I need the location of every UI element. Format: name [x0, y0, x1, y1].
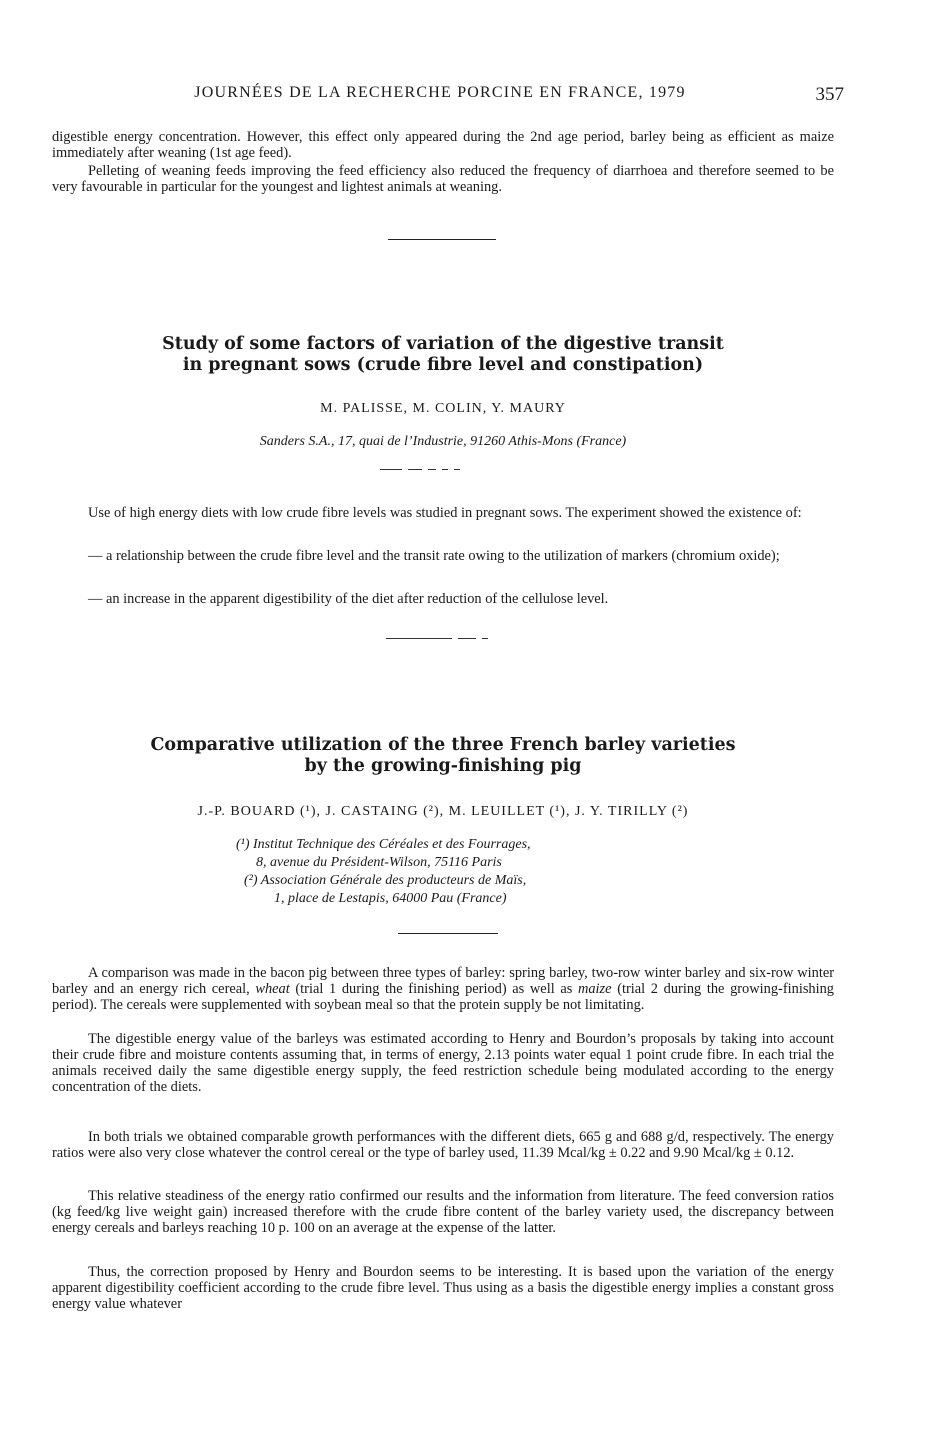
- body-paragraph: The digestible energy value of the barleys was estimated according to Henry and Bourdon’s proposals by taking into account their crude fibre and moisture contents assuming that, in terms of energy, 2.13 points water equal 1 point crude fibre. In each trial the animals received daily the same digestible energy supply, the feed restriction schedule being modulated according to the energy concentration of the diets.: [52, 1031, 834, 1095]
- body-paragraph: Thus, the correction proposed by Henry and Bourdon seems to be interesting. It is based upon the variation of the energy apparent digestibility coefficient according to the crude fibre level. Thus using as a basis the digestible energy implies a constant gross energy value whatever: [52, 1264, 834, 1312]
- article-title-line: by the growing-finishing pig: [304, 756, 582, 776]
- emphasis-wheat: wheat: [255, 981, 290, 997]
- abstract-paragraph: — a relationship between the crude fibre level and the transit rate owing to the utilization of markers (chromium oxide);: [88, 548, 780, 564]
- author-list: M. PALISSE, M. COLIN, Y. MAURY: [320, 401, 566, 416]
- emphasis-maize: maize: [577, 981, 612, 997]
- page-number: 357: [815, 84, 844, 105]
- body-text: (trial 1 during the finishing period) as well as: [289, 981, 578, 997]
- body-text: (trial 2 during the growing-finishing period). The cereals were supplemented with soybean meal so that the protein supply be not limitating.: [52, 981, 834, 1013]
- article-title-line: in pregnant sows (crude fibre level and constipation): [182, 355, 704, 375]
- previous-article-paragraph: Pelleting of weaning feeds improving the feed efficiency also reduced the frequency of diarrhoea and therefore seemed to be very favourable in particular for the youngest and lightest animals at weaning.: [52, 163, 834, 195]
- article-title-line: Comparative utilization of the three French barley varieties: [150, 735, 736, 755]
- author-affiliation: Sanders S.A., 17, quai de l’Industrie, 91260 Athis-Mons (France): [259, 434, 627, 449]
- abstract-paragraph: — an increase in the apparent digestibility of the diet after reduction of the cellulose level.: [88, 591, 609, 607]
- affiliation-line: 1, place de Lestapis, 64000 Pau (France): [274, 891, 507, 906]
- section-divider: [388, 239, 496, 240]
- body-paragraph: [52, 965, 834, 1013]
- article-title: [52, 735, 834, 777]
- author-list: J.-P. BOUARD (¹), J. CASTAING (²), M. LEUILLET (¹), J. Y. TIRILLY (²): [197, 804, 689, 819]
- affiliation-line: (¹) Institut Technique des Céréales et des Fourrages,: [236, 837, 531, 852]
- affiliation-line: (²) Association Générale des producteurs de Maïs,: [244, 873, 527, 888]
- section-divider: [386, 638, 498, 640]
- short-divider: [380, 469, 470, 471]
- affiliation-line: 8, avenue du Président-Wilson, 75116 Paris: [256, 855, 502, 870]
- body-paragraph: This relative steadiness of the energy ratio confirmed our results and the information from literature. The feed conversion ratios (kg feed/kg live weight gain) increased therefore with the crude fibre content of the barley variety used, the discrepancy between energy cereals and barleys reaching 10 p. 100 on an average at the expense of the latter.: [52, 1188, 834, 1236]
- author-affiliation: [236, 836, 736, 908]
- section-divider: [398, 933, 498, 934]
- article-title-line: Study of some factors of variation of the digestive transit: [162, 334, 724, 354]
- running-head: JOURNÉES DE LA RECHERCHE PORCINE EN FRANCE, 1979: [194, 84, 686, 101]
- abstract-paragraph: Use of high energy diets with low crude fibre levels was studied in pregnant sows. The experiment showed the existence of:: [88, 505, 802, 521]
- article-title: [52, 334, 834, 376]
- body-text: A comparison was made in the bacon pig between three types of barley: spring barley, two-row winter barley and six-row winter barley and an energy rich cereal,: [52, 965, 834, 997]
- previous-article-paragraph: digestible energy concentration. However, this effect only appeared during the 2nd age period, barley being as efficient as maize immediately after weaning (1st age feed).: [52, 129, 834, 161]
- body-paragraph: In both trials we obtained comparable growth performances with the different diets, 665 g and 688 g/d, respectively. The energy ratios were also very close whatever the control cereal or the type of barley used, 11.39 Mcal/kg ± 0.22 and 9.90 Mcal/kg ± 0.12.: [52, 1129, 834, 1161]
